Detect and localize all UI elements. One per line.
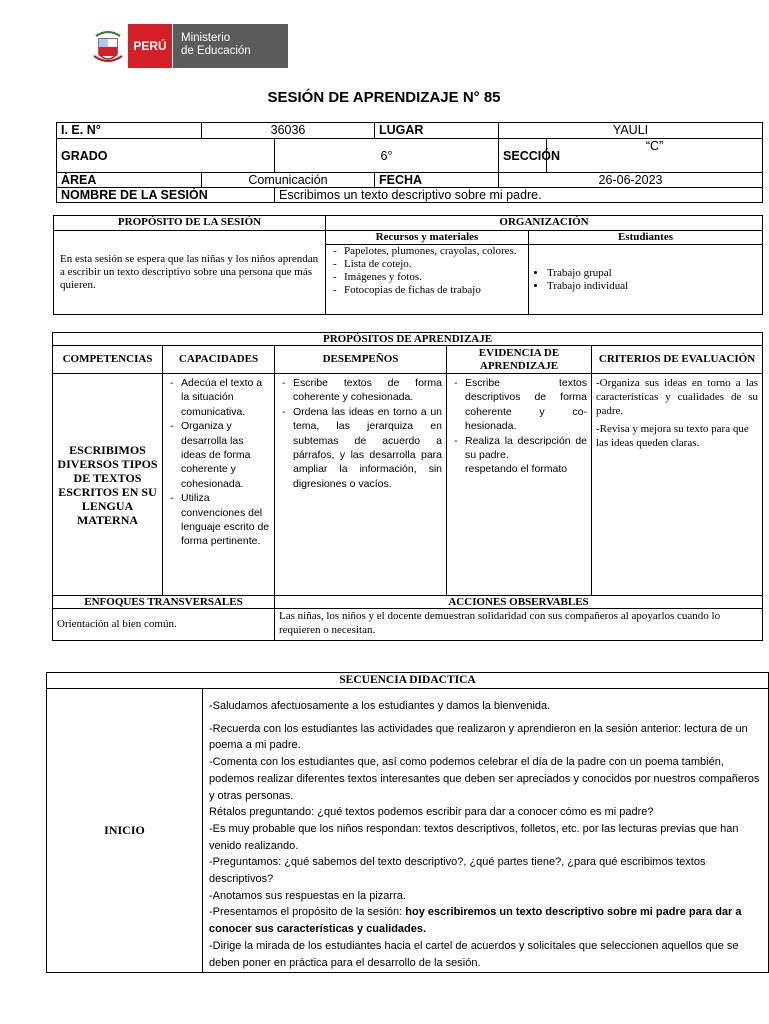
estudiantes-header: Estudiantes [529,231,763,245]
evidencia-cell [447,374,592,596]
area-label: ÁREA [57,173,202,188]
organizacion-header: ORGANIZACIÓN [326,216,763,231]
estudiantes-cell [529,245,763,315]
list-item: - Adecúa el texto a la situación comunicativa. [167,376,270,419]
recursos-header: Recursos y materiales [326,231,529,245]
info-table [56,122,763,203]
secuencia-table [46,672,769,973]
list-item: - Organiza y desarrolla las ideas de forma coherente y cohesionada. [167,419,270,491]
paragraph: -Dirige la mirada de los estudiantes hacia el cartel de acuerdos y solicítales que seleccionen aquellos que se deben poner en práctica para el desarrollo de la sesión. [209,939,739,969]
paragraph: -Presentamos el propósito de la sesión: hoy escribiremos un texto descriptivo sobre mi padre para dar a conocer sus características y cualidades. [209,906,742,936]
paragraph: -Saludamos afectuosamente a los estudiantes y damos la bienvenida. [209,700,551,712]
paragraph: -Preguntamos: ¿qué sabemos del texto descriptivo?, ¿qué partes tiene?, ¿para qué escribimos textos descriptivos? [209,856,706,886]
col-criterios: CRITERIOS DE EVALUACIÓN [592,346,763,374]
enfoques-header: ENFOQUES TRANSVERSALES [53,596,275,609]
paragraph: -Anotamos sus respuestas en la pizarra. [209,889,406,902]
enfoque-cell: Orientación al bien común. [53,609,275,641]
accion-cell: Las niñas, los niños y el docente demuestran solidaridad con sus compañeros al apoyarlos cuando lo requieren o necesitan. [275,609,763,641]
competencia-cell: ESCRIBIMOS DIVERSOS TIPOS DE TEXTOS ESCRITOS EN SU LENGUA MATERNA [53,374,163,596]
lugar-value: YAULI [499,123,763,139]
fecha-label: FECHA [375,173,499,188]
grado-value: 6° [275,139,499,173]
list-item: • Trabajo grupal [547,267,758,280]
col-capacidades: CAPACIDADES [163,346,275,374]
proposito-header: PROPÓSITO DE LA SESIÓN [54,216,326,231]
inicio-content [203,689,769,973]
capacidades-cell [163,374,275,596]
aprendizaje-table [52,332,763,641]
list-item: - Papelotes, plumones, crayolas, colores. [330,245,524,258]
col-evidencia: EVIDENCIA DE APRENDIZAJE [447,346,592,374]
logo-ministry-line1: Ministerio [181,32,231,44]
proposito-table [53,215,763,315]
acciones-header: ACCIONES OBSERVABLES [275,596,763,609]
ie-label: I. E. N° [57,123,202,139]
list-item: - Realiza la descripción de su padre. [451,434,587,463]
fecha-value: 26-06-2023 [499,173,763,188]
list-item: - Escribe textos descriptivos de forma coherente y co-hesionada. [451,376,587,434]
logo-peru-box [128,24,172,68]
page-title: SESIÓN DE APRENDIZAJE N° 85 [267,89,501,106]
list-item: - Lista de cotejo. [330,258,524,271]
list-item: • Trabajo individual [547,280,758,293]
paragraph: -Comenta con los estudiantes que, así como podemos celebrar el día de la padre con un poema también, podemos realizar diferentes textos interesantes que deben ser apreciados y conocidos por nuestros compañeros y otras personas. [209,756,760,802]
list-item: - Ordena las ideas en torno a un tema, las jerarquiza en subtemas de acuerdo a párrafos, y las desarrolla para ampliar la información, sin digresiones o vacíos. [279,405,442,491]
proposito-text: En esta sesión se espera que las niñas y los niños aprendan a escribir un texto descriptivo sobre una persona que más quieren. [54,231,326,315]
aprendizaje-header: PROPÓSITOS DE APRENDIZAJE [53,333,763,346]
list-item: - Escribe textos de forma coherente y cohesionada. [279,376,442,405]
peru-coat-of-arms-icon [92,26,124,66]
ministry-logo [92,24,288,68]
logo-ministry-line2: de Educación [181,45,251,57]
grado-label: GRADO [57,139,275,173]
paragraph: -Es muy probable que los niños respondan: textos descriptivos, folletos, etc. por las lecturas previas que han venido realizando. [209,822,739,852]
secuencia-header: SECUENCIA DIDACTICA [47,673,769,689]
nombre-label: NOMBRE DE LA SESIÓN [57,188,275,203]
nombre-value: Escribimos un texto descriptivo sobre mi padre. [275,188,763,203]
evidencia-extra: respetando el formato [465,463,568,476]
paragraph: Rétalos preguntando: ¿qué textos podemos escribir para dar a conocer cómo es mi padre? [209,806,654,819]
inicio-label: INICIO [47,689,203,973]
list-item: - Utiliza convenciones del lenguaje escrito de forma pertinente. [167,491,270,549]
list-item: -Revisa y mejora su texto para que las ideas queden claras. [596,423,749,449]
seccion-label: SECCIÓN [499,139,547,173]
ie-value: 36036 [202,123,375,139]
paragraph: -Recuerda con los estudiantes las actividades que realizaron y aprendieron en la sesión anterior: lectura de un poema a mi padre. [209,722,748,752]
logo-ministry-box [173,24,288,68]
seccion-value: “C” [547,139,763,173]
col-desempenos: DESEMPEÑOS [275,346,447,374]
criterios-cell [592,374,763,596]
desempenos-cell [275,374,447,596]
logo-country: PERÚ [133,39,167,53]
lugar-label: LUGAR [375,123,499,139]
recursos-cell [326,245,529,315]
list-item: -Organiza sus ideas en torno a las características y cualidades de su padre. [596,377,759,417]
col-competencias: COMPETENCIAS [53,346,163,374]
area-value: Comunicación [202,173,375,188]
list-item: - Imágenes y fotos. [330,271,524,284]
list-item: - Fotocopias de fichas de trabajo [330,284,524,297]
